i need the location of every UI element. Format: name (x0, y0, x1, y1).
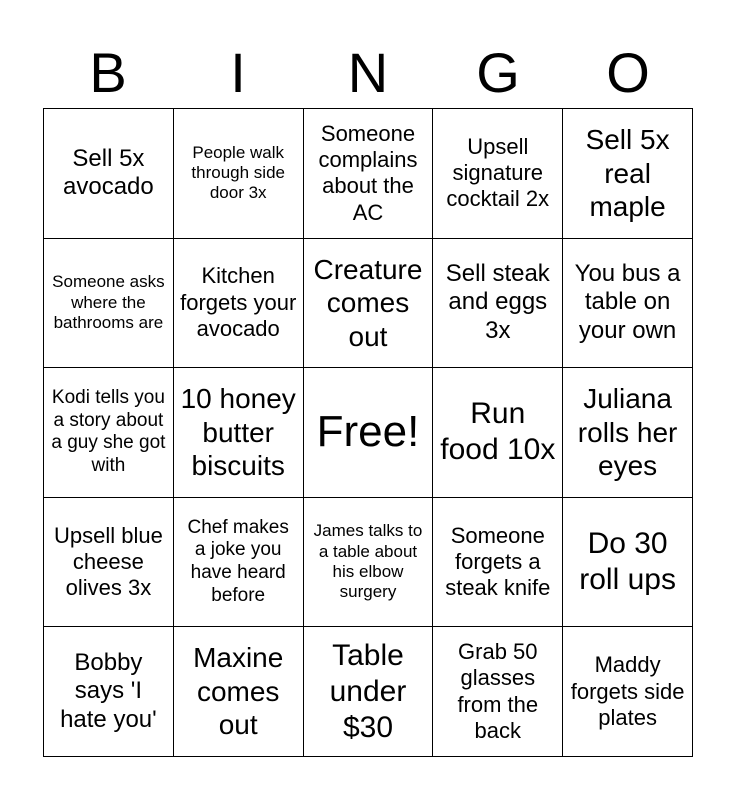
bingo-cell[interactable]: Someone complains about the AC (304, 109, 434, 239)
bingo-card (43, 108, 693, 757)
bingo-cell[interactable]: Do 30 roll ups (563, 498, 693, 628)
bingo-cell[interactable]: Sell 5x avocado (44, 109, 174, 239)
bingo-cell[interactable]: Kodi tells you a story about a guy she got with (44, 368, 174, 498)
bingo-cell[interactable]: Table under $30 (304, 627, 434, 757)
bingo-cell[interactable]: Maddy forgets side plates (563, 627, 693, 757)
header-letter-g: G (476, 41, 520, 104)
bingo-cell[interactable]: People walk through side door 3x (174, 109, 304, 239)
header-letter-o: O (606, 41, 650, 104)
bingo-cell[interactable]: Kitchen forgets your avocado (174, 239, 304, 369)
bingo-header (43, 38, 693, 108)
bingo-cell[interactable]: Someone asks where the bathrooms are (44, 239, 174, 369)
bingo-cell[interactable]: Chef makes a joke you have heard before (174, 498, 304, 628)
bingo-cell[interactable]: Sell steak and eggs 3x (433, 239, 563, 369)
bingo-cell[interactable]: Upsell signature cocktail 2x (433, 109, 563, 239)
bingo-cell[interactable]: James talks to a table about his elbow surgery (304, 498, 434, 628)
bingo-cell[interactable]: Grab 50 glasses from the back (433, 627, 563, 757)
bingo-cell[interactable]: Upsell blue cheese olives 3x (44, 498, 174, 628)
bingo-cell[interactable]: Bobby says 'I hate you' (44, 627, 174, 757)
bingo-cell[interactable]: You bus a table on your own (563, 239, 693, 369)
header-letter-i: I (230, 41, 246, 104)
bingo-cell[interactable]: Juliana rolls her eyes (563, 368, 693, 498)
header-letter-n: N (347, 41, 389, 104)
bingo-cell[interactable]: 10 honey butter biscuits (174, 368, 304, 498)
bingo-cell[interactable]: Someone forgets a steak knife (433, 498, 563, 628)
header-letter-b: B (89, 41, 127, 104)
bingo-cell[interactable]: Maxine comes out (174, 627, 304, 757)
bingo-cell[interactable]: Creature comes out (304, 239, 434, 369)
free-space[interactable]: Free! (304, 368, 434, 498)
bingo-cell[interactable]: Sell 5x real maple (563, 109, 693, 239)
bingo-cell[interactable]: Run food 10x (433, 368, 563, 498)
